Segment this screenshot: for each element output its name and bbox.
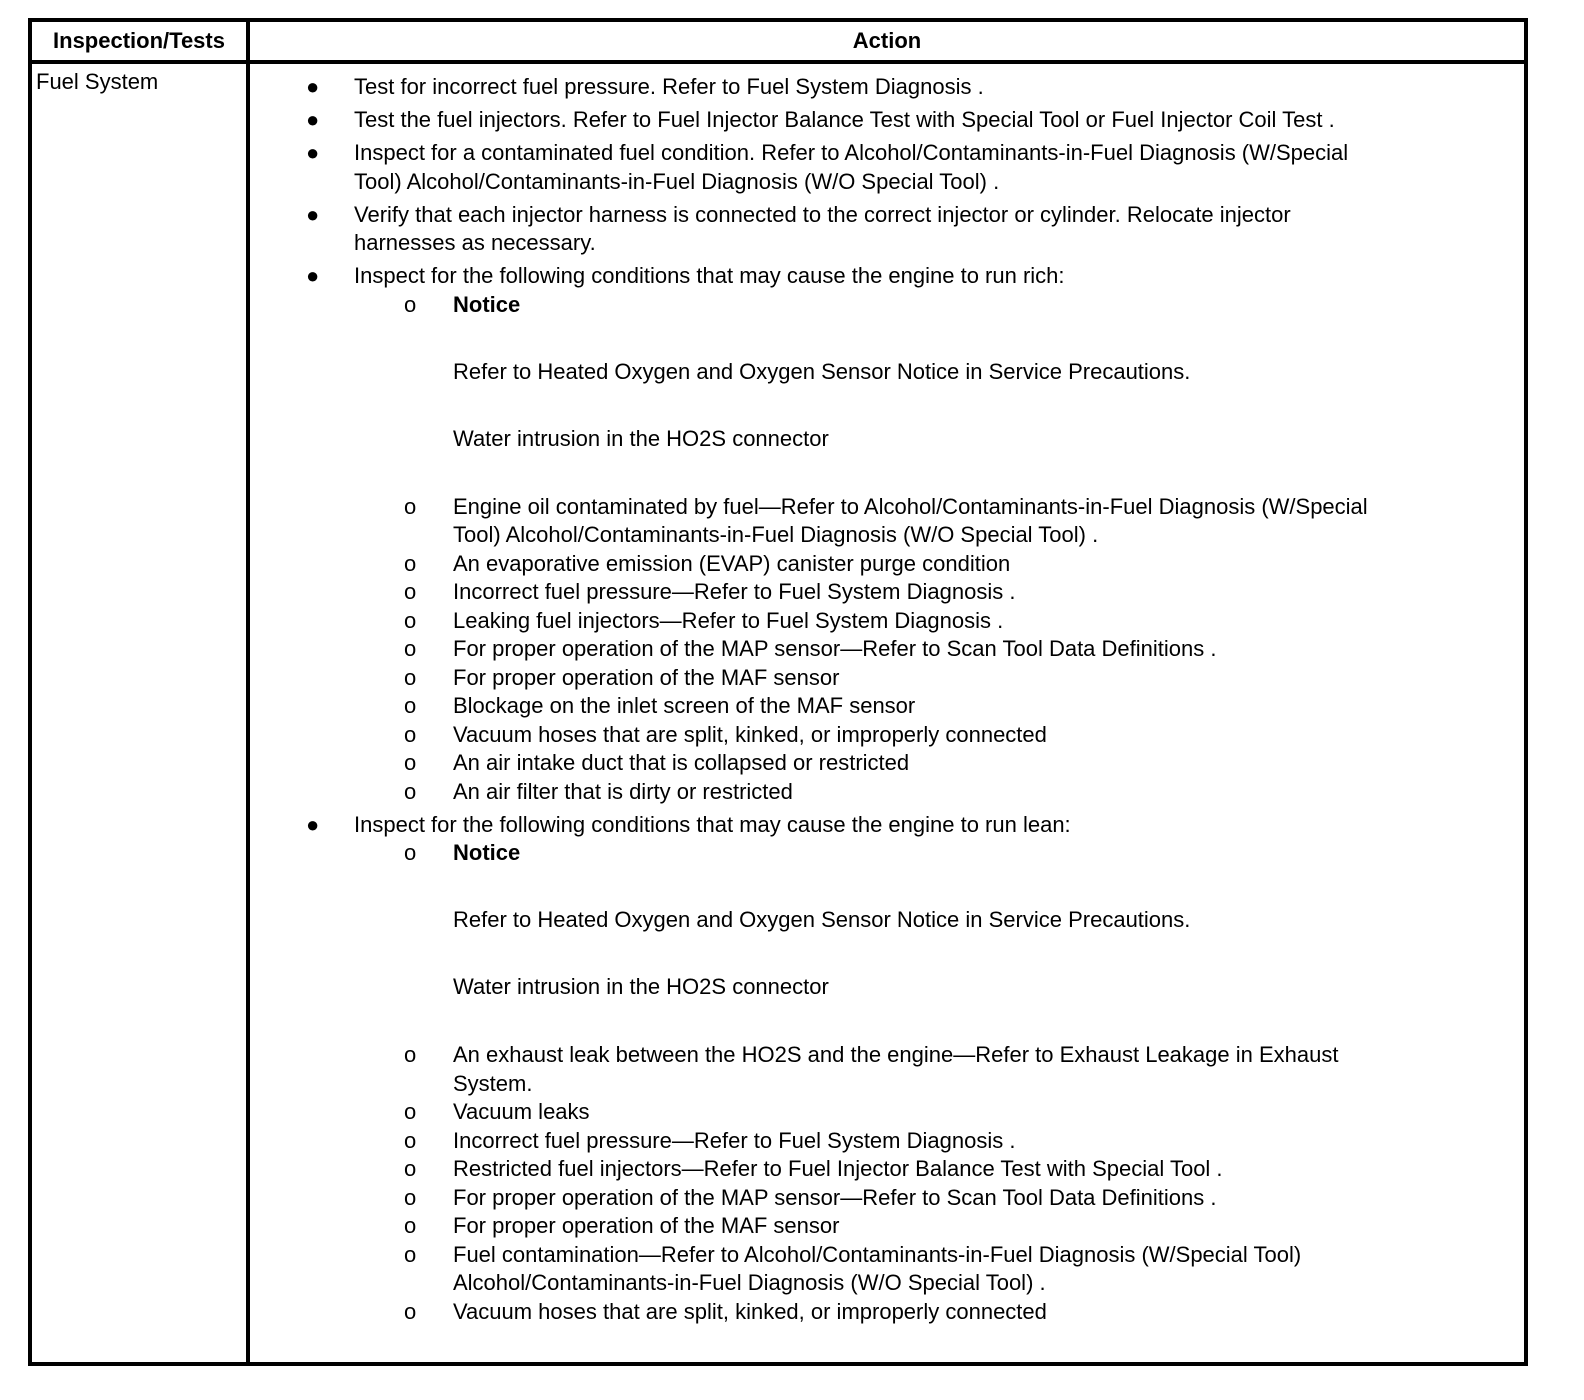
- circle-bullet-icon: o: [404, 1213, 417, 1238]
- column-header-action: Action: [852, 28, 922, 53]
- sub-list: [250, 839, 1524, 1326]
- text-line: Vacuum leaks: [453, 1099, 590, 1124]
- circle-bullet-icon: o: [404, 550, 417, 576]
- sub-list-item: [250, 635, 1524, 664]
- notice-item: [250, 839, 1524, 1002]
- bullet-icon: ●: [306, 201, 320, 227]
- text-line: For proper operation of the MAP sensor—Refer to Scan Tool Data Definitions .: [453, 636, 1217, 661]
- sub-list-item: [250, 550, 1524, 579]
- sub-list-item: [250, 664, 1524, 693]
- notice-text: Water intrusion in the HO2S connector: [453, 425, 829, 451]
- notice-text: Refer to Heated Oxygen and Oxygen Sensor Notice in Service Precautions.: [453, 907, 1191, 932]
- text-line: Tool) Alcohol/Contaminants-in-Fuel Diagnosis (W/O Special Tool) .: [453, 522, 1099, 547]
- circle-bullet-icon: o: [404, 664, 417, 690]
- text-line: Verify that each injector harness is connected to the correct injector or cylinder. Relocate injector: [354, 201, 1291, 227]
- text-line: Engine oil contaminated by fuel—Refer to Alcohol/Contaminants-in-Fuel Diagnosis (W/Special: [453, 493, 1368, 519]
- text-line: An air intake duct that is collapsed or restricted: [453, 750, 910, 775]
- list-item: [250, 106, 1524, 135]
- sub-list-item: [250, 1184, 1524, 1213]
- notice-label: Notice: [453, 840, 521, 865]
- column-header-inspection-tests: Inspection/Tests: [53, 28, 225, 53]
- list-item: [250, 139, 1524, 196]
- circle-bullet-icon: o: [404, 1156, 417, 1181]
- text-line: An exhaust leak between the HO2S and the engine—Refer to Exhaust Leakage in Exhaust: [453, 1042, 1339, 1067]
- circle-bullet-icon: o: [404, 840, 417, 865]
- circle-bullet-icon: o: [404, 693, 417, 718]
- bullet-icon: ●: [306, 811, 320, 837]
- circle-bullet-icon: o: [404, 1241, 417, 1267]
- circle-bullet-icon: o: [404, 291, 417, 317]
- bullet-icon: ●: [306, 74, 320, 99]
- sub-list-item: [250, 692, 1524, 721]
- text-line: harnesses as necessary.: [354, 230, 596, 255]
- text-line: Vacuum hoses that are split, kinked, or improperly connected: [453, 721, 1047, 747]
- circle-bullet-icon: o: [404, 721, 417, 747]
- text-line: Restricted fuel injectors—Refer to Fuel Injector Balance Test with Special Tool .: [453, 1156, 1223, 1181]
- circle-bullet-icon: o: [404, 750, 417, 775]
- text-line: Vacuum hoses that are split, kinked, or improperly connected: [453, 1298, 1047, 1324]
- sub-list-item: [250, 778, 1524, 807]
- list-item: [250, 811, 1524, 1327]
- sub-list-item: [250, 1298, 1524, 1327]
- text-line: For proper operation of the MAF sensor: [453, 664, 840, 690]
- header-divider: [28, 60, 1528, 64]
- text-line: Alcohol/Contaminants-in-Fuel Diagnosis (W/O Special Tool) .: [453, 1270, 1046, 1295]
- text-line: An air filter that is dirty or restricted: [453, 778, 793, 804]
- circle-bullet-icon: o: [404, 1127, 417, 1153]
- bullet-icon: ●: [306, 140, 320, 165]
- circle-bullet-icon: o: [404, 1298, 417, 1324]
- text-line: Inspect for the following conditions that may cause the engine to run rich:: [354, 263, 1065, 288]
- notice-item: [250, 291, 1524, 454]
- text-line: Inspect for the following conditions that may cause the engine to run lean:: [354, 811, 1071, 837]
- circle-bullet-icon: o: [404, 607, 417, 633]
- sub-list-item: [250, 1041, 1524, 1098]
- circle-bullet-icon: o: [404, 1099, 417, 1124]
- list-item: [250, 73, 1524, 102]
- sub-list-item: [250, 721, 1524, 750]
- text-line: For proper operation of the MAF sensor: [453, 1213, 840, 1238]
- text-line: An evaporative emission (EVAP) canister purge condition: [453, 550, 1011, 576]
- sub-list-item: [250, 1127, 1524, 1156]
- bullet-icon: ●: [306, 263, 320, 288]
- text-line: For proper operation of the MAP sensor—Refer to Scan Tool Data Definitions .: [453, 1184, 1217, 1210]
- circle-bullet-icon: o: [404, 493, 417, 519]
- list-item: [250, 262, 1524, 806]
- action-list: [250, 73, 1524, 1326]
- text-line: Blockage on the inlet screen of the MAF sensor: [453, 693, 916, 718]
- sub-list-item: [250, 1212, 1524, 1241]
- text-line: Inspect for a contaminated fuel condition. Refer to Alcohol/Contaminants-in-Fuel Diagnosis (W/Special: [354, 140, 1349, 165]
- sub-list-item: [250, 578, 1524, 607]
- text-line: Tool) Alcohol/Contaminants-in-Fuel Diagnosis (W/O Special Tool) .: [354, 168, 1000, 194]
- text-line: Incorrect fuel pressure—Refer to Fuel System Diagnosis .: [453, 579, 1016, 604]
- circle-bullet-icon: o: [404, 579, 417, 604]
- notice-text: Refer to Heated Oxygen and Oxygen Sensor Notice in Service Precautions.: [453, 358, 1191, 384]
- notice-label: Notice: [453, 291, 521, 317]
- text-line: Fuel contamination—Refer to Alcohol/Contaminants-in-Fuel Diagnosis (W/Special Tool): [453, 1241, 1302, 1267]
- bullet-icon: ●: [306, 107, 320, 132]
- circle-bullet-icon: o: [404, 636, 417, 661]
- text-line: Incorrect fuel pressure—Refer to Fuel System Diagnosis .: [453, 1127, 1016, 1153]
- notice-text: Water intrusion in the HO2S connector: [453, 974, 829, 999]
- circle-bullet-icon: o: [404, 1184, 417, 1210]
- sub-list-item: [250, 493, 1524, 550]
- text-line: Test the fuel injectors. Refer to Fuel Injector Balance Test with Special Tool or Fuel Injector Coil Test .: [354, 107, 1335, 132]
- text-line: Leaking fuel injectors—Refer to Fuel System Diagnosis .: [453, 607, 1004, 633]
- sub-list-item: [250, 1241, 1524, 1298]
- sub-list-item: [250, 749, 1524, 778]
- sub-list: [250, 291, 1524, 807]
- sub-list-item: [250, 607, 1524, 636]
- sub-list-item: [250, 1155, 1524, 1184]
- sub-list-item: [250, 1098, 1524, 1127]
- list-item: [250, 201, 1524, 258]
- action-cell: [250, 73, 1524, 1331]
- text-line: Test for incorrect fuel pressure. Refer to Fuel System Diagnosis .: [354, 74, 984, 99]
- inspection-category: Fuel System: [36, 69, 159, 94]
- text-line: System.: [453, 1070, 533, 1096]
- circle-bullet-icon: o: [404, 1042, 417, 1067]
- circle-bullet-icon: o: [404, 778, 417, 804]
